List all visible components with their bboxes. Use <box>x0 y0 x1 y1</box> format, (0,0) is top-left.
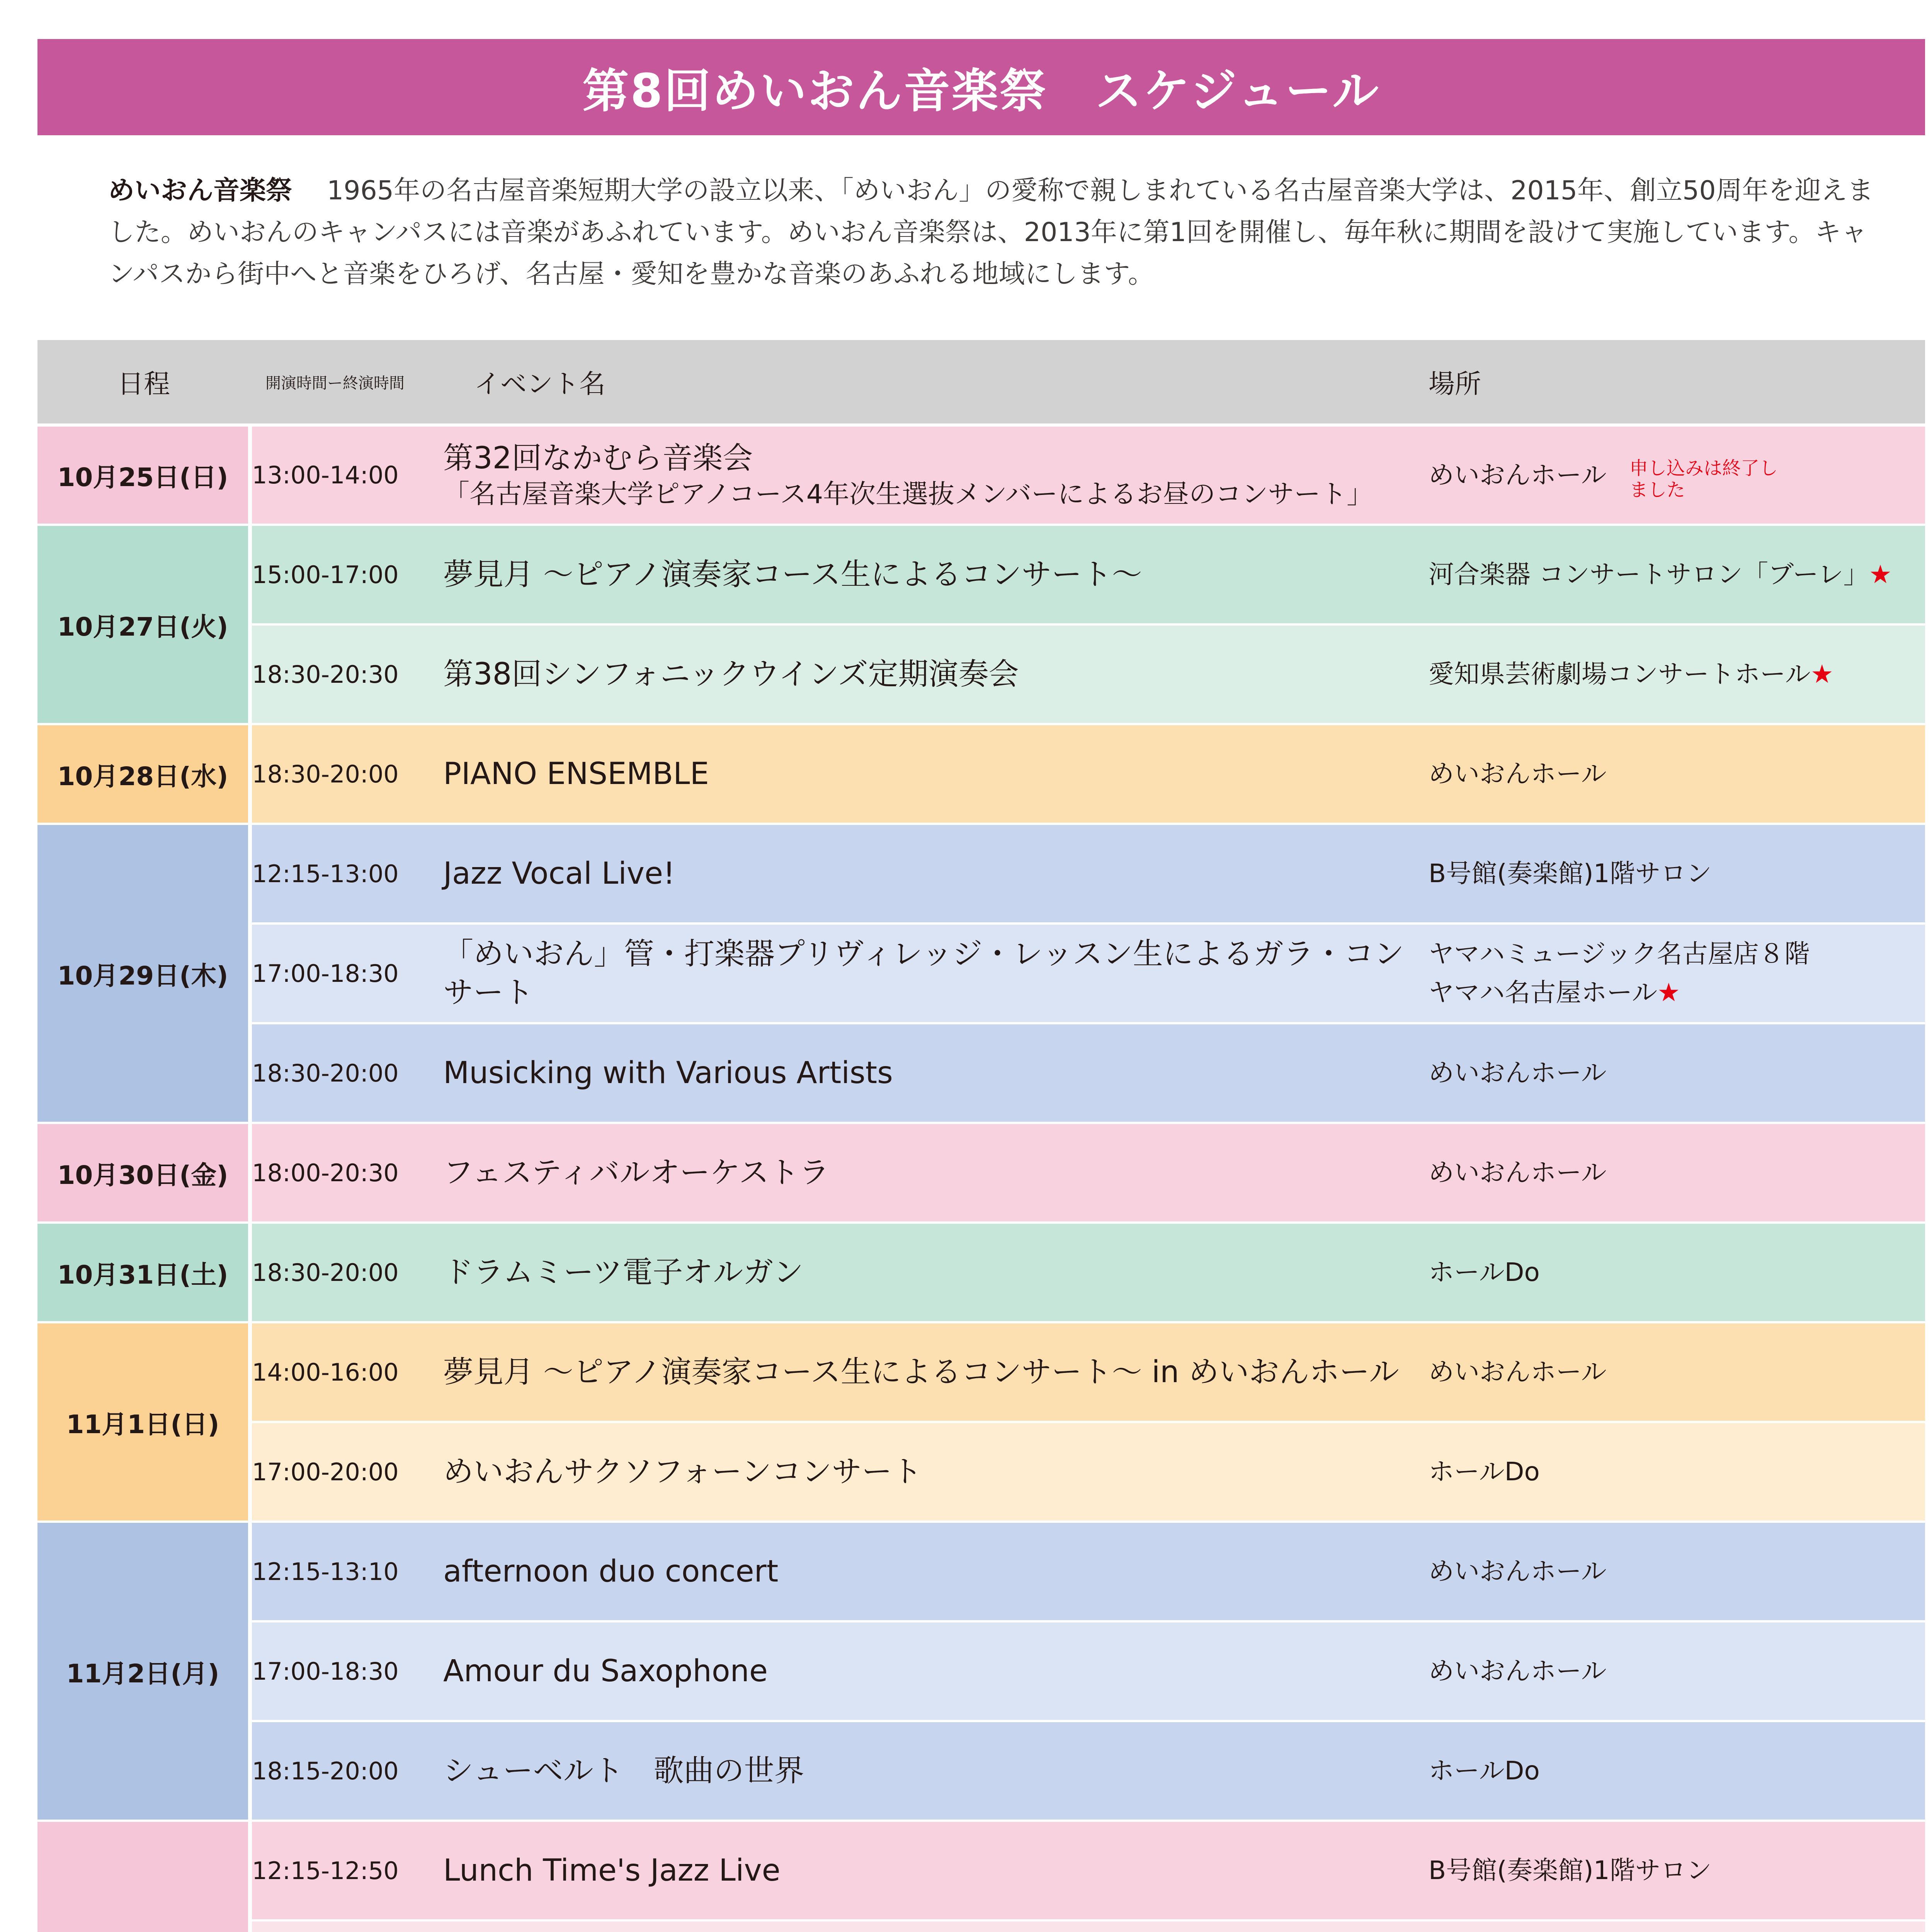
date-cell: 10月25日(日) <box>37 425 250 525</box>
time-cell: 18:30-20:00 <box>250 1223 443 1322</box>
table-row <box>37 724 1925 824</box>
venue-cell: めいおんホール <box>1429 1522 1925 1621</box>
time-cell: 18:30-20:00 <box>250 1023 443 1123</box>
header-event: イベント名 <box>443 340 1429 425</box>
date-cell: 10月28日(水) <box>37 724 250 824</box>
date-cell: 10月27日(火) <box>37 525 250 724</box>
event-cell: Lunch Time's Jazz Live <box>443 1821 1429 1920</box>
table-row <box>37 1721 1925 1821</box>
venue-cell <box>1429 624 1925 724</box>
time-cell: 15:00-17:00 <box>250 525 443 624</box>
event-cell: Musicking with Various Artists <box>443 1023 1429 1123</box>
venue-cell: めいおんホール <box>1429 1621 1925 1721</box>
event-cell: ドラムミーツ電子オルガン <box>443 1223 1429 1322</box>
event-subtitle: 「名古屋音楽大学ピアノコース4年次生選抜メンバーによるお昼のコンサート」 <box>443 479 1373 510</box>
intro-paragraph <box>108 170 1886 295</box>
date-cell: 10月30日(金) <box>37 1123 250 1223</box>
time-cell: 18:00-20:30 <box>250 1123 443 1223</box>
venue-name: 愛知県芸術劇場コンサートホール <box>1429 659 1811 689</box>
venue-cell: B号館(奏楽館)1階サロン <box>1429 824 1925 923</box>
header-time: 開演時間ー終演時間 <box>250 340 443 425</box>
intro-text: 1965年の名古屋音楽短期大学の設立以来、「めいおん」の愛称で親しまれている名古屋音楽大学は、2015年、創立50周年を迎えました。めいおんのキャンパスには音楽があふれています。めいおん音楽祭は、2013年に第1回を開催し、毎年秋に期間を設けて実施しています。キャンパスから街中へと音楽をひろげ、名古屋・愛知を豊かな音楽のあふれる地域にします。 <box>108 175 1874 289</box>
venue-cell: めいおんホール <box>1429 724 1925 824</box>
date-cell: 11月1日(日) <box>37 1322 250 1522</box>
time-cell: 17:00-18:30 <box>250 1621 443 1721</box>
event-cell: Jazz Vocal Live! <box>443 824 1429 923</box>
time-cell: 18:15-20:00 <box>250 1721 443 1821</box>
time-cell: 12:15-13:00 <box>250 824 443 923</box>
time-cell <box>250 1920 443 1932</box>
venue-cell: ホールDo <box>1429 1721 1925 1821</box>
table-row <box>37 1821 1925 1920</box>
star-icon: ★ <box>1657 978 1680 1007</box>
intro-lead: めいおん音楽祭 <box>108 175 293 206</box>
venue-name: めいおんホール <box>1429 460 1607 490</box>
venue-cell <box>1429 1920 1925 1932</box>
venue-cell: B号館(奏楽館)1階サロン <box>1429 1821 1925 1920</box>
event-cell: PIANO ENSEMBLE <box>443 724 1429 824</box>
table-header-row <box>37 340 1925 425</box>
table-row <box>37 1023 1925 1123</box>
date-cell: 11月2日(月) <box>37 1522 250 1821</box>
event-cell: Amour du Saxophone <box>443 1621 1429 1721</box>
date-cell <box>37 1821 250 1932</box>
page-title: 第8回めいおん音楽祭 スケジュール <box>582 64 1380 118</box>
table-row <box>37 1422 1925 1522</box>
time-cell: 12:15-12:50 <box>250 1821 443 1920</box>
venue-cell: めいおんホール <box>1429 1023 1925 1123</box>
time-cell: 17:00-20:00 <box>250 1422 443 1522</box>
header-venue: 場所 <box>1429 340 1925 425</box>
table-row <box>37 1223 1925 1322</box>
star-icon: ★ <box>1810 659 1833 689</box>
event-cell: フェスティバルオーケストラ <box>443 1123 1429 1223</box>
table-row <box>37 624 1925 724</box>
table-row <box>37 824 1925 923</box>
date-cell: 10月31日(土) <box>37 1223 250 1322</box>
table-row <box>37 525 1925 624</box>
venue-name: ヤマハミュージック名古屋店８階 <box>1429 939 1810 969</box>
star-icon: ★ <box>1869 560 1892 589</box>
venue-cell <box>1429 425 1925 525</box>
table-row <box>37 425 1925 525</box>
table-row <box>37 1522 1925 1621</box>
event-cell: 第38回シンフォニックウインズ定期演奏会 <box>443 624 1429 724</box>
date-cell: 10月29日(木) <box>37 824 250 1123</box>
table-row <box>37 923 1925 1023</box>
venue-cell <box>1429 525 1925 624</box>
schedule-table <box>37 340 1925 1932</box>
event-cell <box>443 425 1429 525</box>
event-title: 第32回なかむら音楽会 <box>443 440 753 476</box>
venue-name-line2: ヤマハ名古屋ホール <box>1429 978 1658 1007</box>
title-banner <box>37 39 1925 135</box>
table-row <box>37 1322 1925 1422</box>
time-cell: 18:30-20:30 <box>250 624 443 724</box>
venue-cell: ホールDo <box>1429 1422 1925 1522</box>
time-cell: 18:30-20:00 <box>250 724 443 824</box>
header-date: 日程 <box>37 340 250 425</box>
event-cell: afternoon duo concert <box>443 1522 1429 1621</box>
event-cell: シューベルト 歌曲の世界 <box>443 1721 1429 1821</box>
venue-cell: めいおんホール <box>1429 1322 1925 1422</box>
table-row <box>37 1621 1925 1721</box>
venue-cell: ホールDo <box>1429 1223 1925 1322</box>
venue-cell: めいおんホール <box>1429 1123 1925 1223</box>
event-cell: めいおんサクソフォーンコンサート <box>443 1422 1429 1522</box>
event-cell <box>443 1920 1429 1932</box>
venue-name: 河合楽器 コンサートサロン「ブーレ」 <box>1429 560 1869 589</box>
application-closed-note: 申し込みは終了しました <box>1629 457 1778 501</box>
event-cell: 夢見月 ～ピアノ演奏家コース生によるコンサート～ in めいおんホール <box>443 1322 1429 1422</box>
time-cell: 17:00-18:30 <box>250 923 443 1023</box>
event-cell: 「めいおん」管・打楽器プリヴィレッジ・レッスン生によるガラ・コンサート <box>443 923 1429 1023</box>
venue-cell <box>1429 923 1925 1023</box>
table-row <box>37 1920 1925 1932</box>
time-cell: 13:00-14:00 <box>250 425 443 525</box>
time-cell: 12:15-13:10 <box>250 1522 443 1621</box>
table-row <box>37 1123 1925 1223</box>
time-cell: 14:00-16:00 <box>250 1322 443 1422</box>
event-cell: 夢見月 ～ピアノ演奏家コース生によるコンサート～ <box>443 525 1429 624</box>
